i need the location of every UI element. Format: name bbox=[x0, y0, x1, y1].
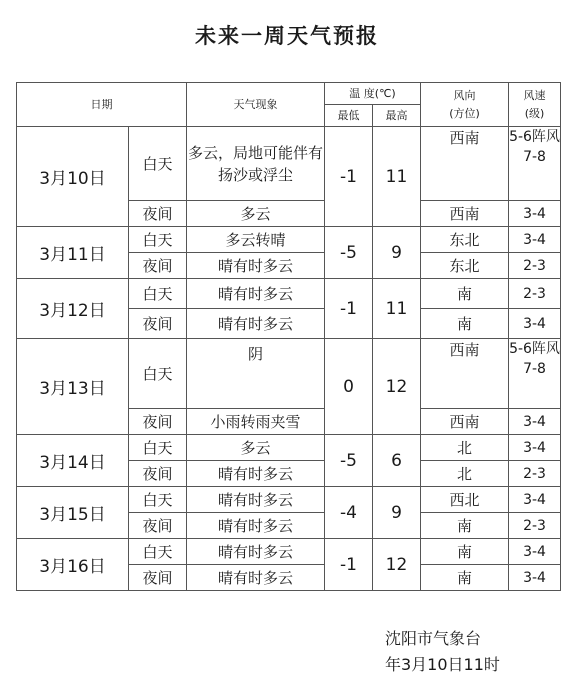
table-row bbox=[17, 339, 561, 409]
wind-speed-cell: 3-4 bbox=[509, 409, 561, 435]
wind-speed-cell: 5-6阵风7-8 bbox=[509, 127, 561, 201]
period-cell: 夜间 bbox=[129, 409, 187, 435]
header-date: 日期 bbox=[17, 83, 187, 127]
header-max: 最高 bbox=[373, 105, 421, 127]
max-temp-cell: 9 bbox=[373, 227, 421, 279]
table-row bbox=[17, 227, 561, 253]
weather-cell: 多云 bbox=[187, 201, 325, 227]
wind-speed-cell: 3-4 bbox=[509, 487, 561, 513]
min-temp-cell: -5 bbox=[325, 227, 373, 279]
period-cell: 夜间 bbox=[129, 201, 187, 227]
header-wind-dir-unit: (方位) bbox=[449, 106, 480, 120]
wind-speed-cell: 3-4 bbox=[509, 227, 561, 253]
period-cell: 夜间 bbox=[129, 253, 187, 279]
header-temp: 温 度(℃) bbox=[325, 83, 421, 105]
wind-speed-cell: 3-4 bbox=[509, 435, 561, 461]
weather-cell: 小雨转雨夹雪 bbox=[187, 409, 325, 435]
period-cell: 夜间 bbox=[129, 309, 187, 339]
min-temp-cell: -1 bbox=[325, 539, 373, 591]
weather-cell: 晴有时多云 bbox=[187, 513, 325, 539]
wind-dir-cell: 北 bbox=[421, 435, 509, 461]
max-temp-cell: 6 bbox=[373, 435, 421, 487]
wind-dir-cell: 西北 bbox=[421, 487, 509, 513]
weather-cell: 晴有时多云 bbox=[187, 253, 325, 279]
header-wind-speed bbox=[509, 83, 561, 127]
wind-dir-cell: 西南 bbox=[421, 201, 509, 227]
header-min: 最低 bbox=[325, 105, 373, 127]
wind-speed-cell: 2-3 bbox=[509, 253, 561, 279]
wind-dir-cell: 南 bbox=[421, 513, 509, 539]
issuer-name: 沈阳市气象台 bbox=[385, 629, 482, 648]
min-temp-cell: -4 bbox=[325, 487, 373, 539]
period-cell: 白天 bbox=[129, 127, 187, 201]
table-row bbox=[17, 435, 561, 461]
period-cell: 夜间 bbox=[129, 461, 187, 487]
max-temp-cell: 12 bbox=[373, 339, 421, 435]
wind-speed-cell: 2-3 bbox=[509, 461, 561, 487]
header-wind-speed-label: 风速 bbox=[523, 88, 546, 102]
period-cell: 白天 bbox=[129, 279, 187, 309]
wind-dir-cell: 南 bbox=[421, 309, 509, 339]
wind-dir-cell: 北 bbox=[421, 461, 509, 487]
wind-dir-cell: 西南 bbox=[421, 339, 509, 409]
date-cell: 3月15日 bbox=[17, 487, 129, 539]
weather-cell: 晴有时多云 bbox=[187, 309, 325, 339]
wind-dir-cell: 南 bbox=[421, 279, 509, 309]
header-wind-speed-unit: (级) bbox=[524, 106, 545, 120]
weather-cell: 晴有时多云 bbox=[187, 565, 325, 591]
weather-cell: 晴有时多云 bbox=[187, 487, 325, 513]
wind-dir-cell: 西南 bbox=[421, 409, 509, 435]
max-temp-cell: 9 bbox=[373, 487, 421, 539]
max-temp-cell: 11 bbox=[373, 127, 421, 227]
wind-dir-cell: 东北 bbox=[421, 253, 509, 279]
max-temp-cell: 11 bbox=[373, 279, 421, 339]
header-wind-dir-label: 风向 bbox=[453, 88, 476, 102]
header-weather: 天气现象 bbox=[187, 83, 325, 127]
min-temp-cell: -5 bbox=[325, 435, 373, 487]
wind-speed-cell: 5-6阵风7-8 bbox=[509, 339, 561, 409]
weather-cell: 晴有时多云 bbox=[187, 461, 325, 487]
wind-speed-cell: 3-4 bbox=[509, 309, 561, 339]
period-cell: 白天 bbox=[129, 339, 187, 409]
header-wind-dir bbox=[421, 83, 509, 127]
min-temp-cell: -1 bbox=[325, 127, 373, 227]
period-cell: 夜间 bbox=[129, 513, 187, 539]
weather-cell: 多云转晴 bbox=[187, 227, 325, 253]
table-row bbox=[17, 487, 561, 513]
table-row bbox=[17, 279, 561, 309]
min-temp-cell: 0 bbox=[325, 339, 373, 435]
weather-cell: 多云 bbox=[187, 435, 325, 461]
forecast-table bbox=[16, 82, 561, 591]
issued-time: 年3月10日11时 bbox=[385, 655, 500, 674]
period-cell: 白天 bbox=[129, 435, 187, 461]
date-cell: 3月10日 bbox=[17, 127, 129, 227]
period-cell: 白天 bbox=[129, 539, 187, 565]
weather-cell: 多云，局地可能伴有扬沙或浮尘 bbox=[187, 127, 325, 201]
weather-cell: 阴 bbox=[187, 339, 325, 409]
issuer-footer bbox=[385, 626, 500, 678]
table-row bbox=[17, 127, 561, 201]
wind-speed-cell: 3-4 bbox=[509, 201, 561, 227]
wind-dir-cell: 东北 bbox=[421, 227, 509, 253]
max-temp-cell: 12 bbox=[373, 539, 421, 591]
wind-dir-cell: 南 bbox=[421, 565, 509, 591]
date-cell: 3月13日 bbox=[17, 339, 129, 435]
period-cell: 白天 bbox=[129, 227, 187, 253]
wind-speed-cell: 3-4 bbox=[509, 539, 561, 565]
table-row bbox=[17, 539, 561, 565]
wind-speed-cell: 3-4 bbox=[509, 565, 561, 591]
date-cell: 3月16日 bbox=[17, 539, 129, 591]
page-title: 未来一周天气预报 bbox=[195, 23, 379, 48]
date-cell: 3月12日 bbox=[17, 279, 129, 339]
period-cell: 白天 bbox=[129, 487, 187, 513]
weather-cell: 晴有时多云 bbox=[187, 279, 325, 309]
date-cell: 3月14日 bbox=[17, 435, 129, 487]
wind-dir-cell: 南 bbox=[421, 539, 509, 565]
period-cell: 夜间 bbox=[129, 565, 187, 591]
date-cell: 3月11日 bbox=[17, 227, 129, 279]
min-temp-cell: -1 bbox=[325, 279, 373, 339]
wind-speed-cell: 2-3 bbox=[509, 279, 561, 309]
weather-cell: 晴有时多云 bbox=[187, 539, 325, 565]
wind-dir-cell: 西南 bbox=[421, 127, 509, 201]
wind-speed-cell: 2-3 bbox=[509, 513, 561, 539]
